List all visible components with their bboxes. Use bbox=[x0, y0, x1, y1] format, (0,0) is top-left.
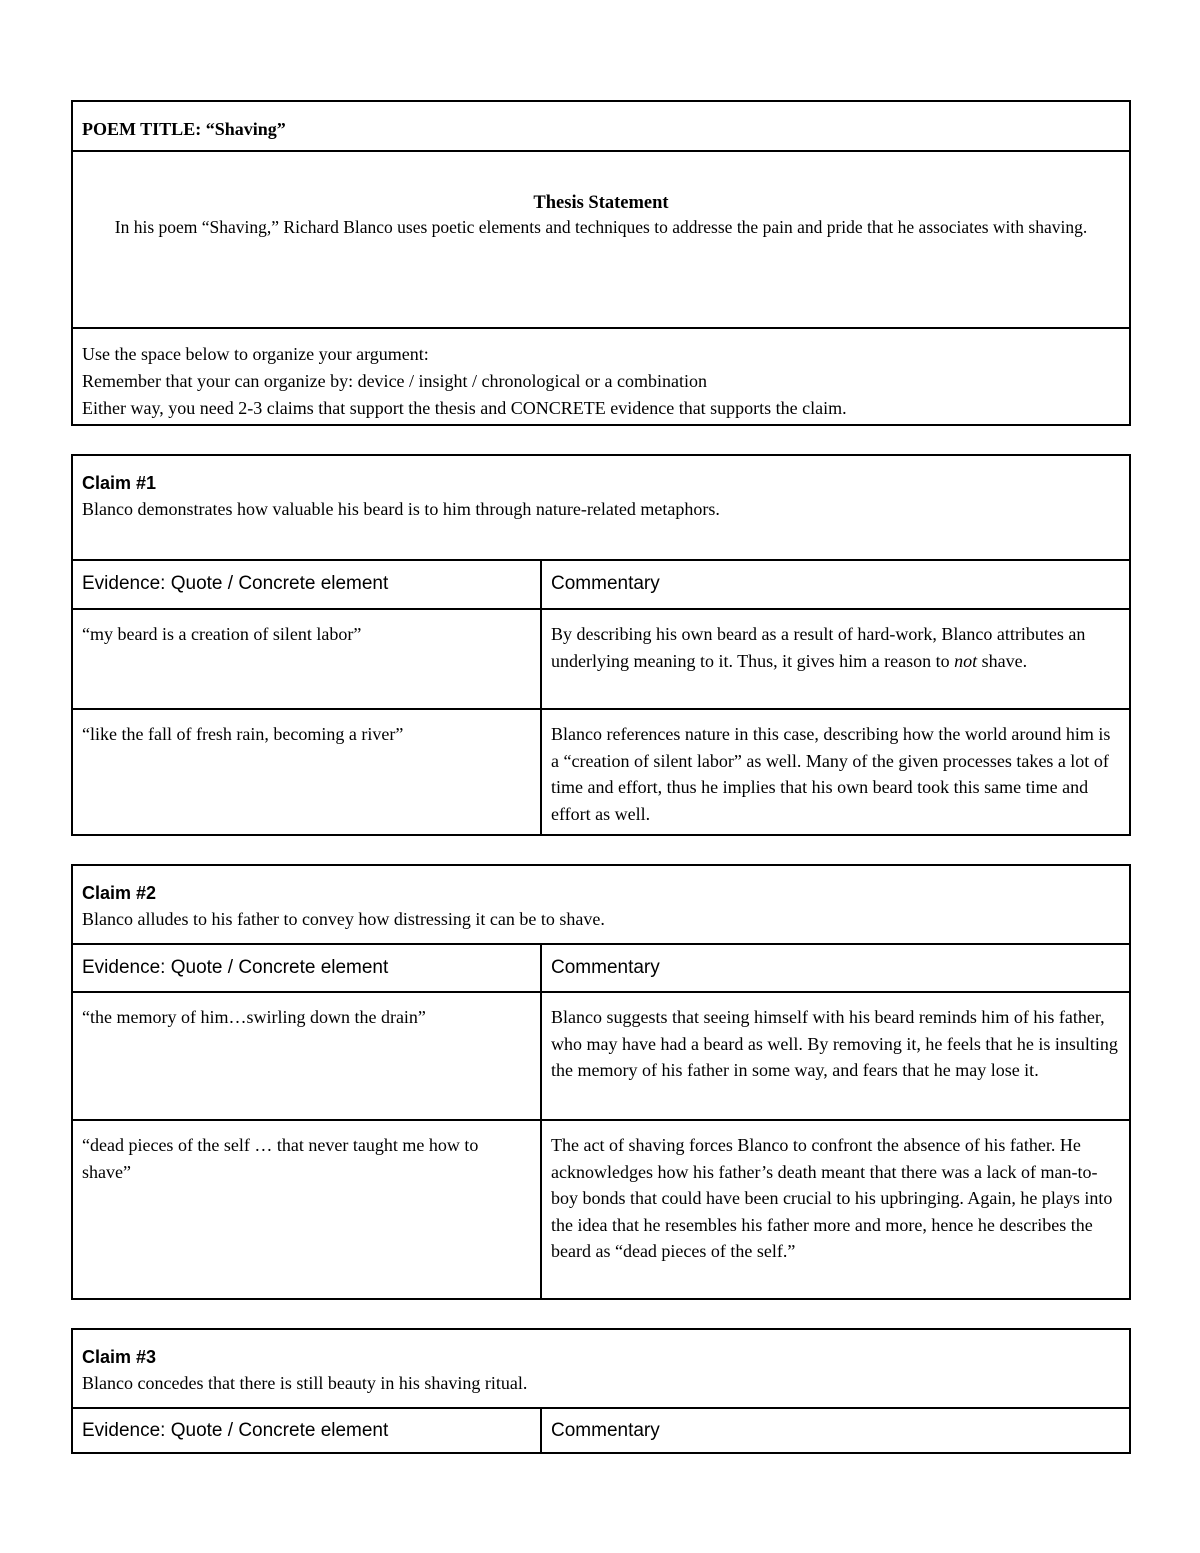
commentary-text: shave. bbox=[977, 650, 1028, 671]
claim-2-table bbox=[71, 864, 1131, 1300]
header-table bbox=[71, 100, 1131, 426]
claim-3-table bbox=[71, 1328, 1131, 1454]
instruction-line: Remember that your can organize by: device / insight / chronological or a combination bbox=[82, 371, 707, 391]
table-row bbox=[73, 708, 1129, 834]
commentary-cell bbox=[542, 610, 1129, 708]
evidence-cell: “the memory of him…swirling down the drain” bbox=[73, 993, 542, 1119]
instruction-line: Use the space below to organize your argument: bbox=[82, 344, 429, 364]
commentary-cell: Blanco suggests that seeing himself with his beard reminds him of his father, who may have had a beard as well. By removing it, he feels that he is insulting the memory of his father in some way, and fears that he may lose it. bbox=[551, 1007, 1118, 1080]
claim-3-column-headers bbox=[73, 1407, 1129, 1452]
evidence-cell: “my beard is a creation of silent labor” bbox=[73, 610, 542, 708]
claim-1-column-headers bbox=[73, 559, 1129, 608]
claim-1-table bbox=[71, 454, 1131, 836]
evidence-header: Evidence: Quote / Concrete element bbox=[73, 561, 542, 608]
table-row bbox=[73, 608, 1129, 708]
claim-1-header bbox=[73, 456, 1129, 559]
commentary-header: Commentary bbox=[551, 957, 660, 978]
claim-1-text: Blanco demonstrates how valuable his beard is to him through nature-related metaphors. bbox=[82, 499, 720, 519]
claim-1-title: Claim #1 bbox=[82, 473, 157, 493]
commentary-text: By describing his own beard as a result of hard-work, Blanco attributes an underlying meaning to it. Thus, it gives him a reason to bbox=[551, 624, 1086, 671]
evidence-cell: “like the fall of fresh rain, becoming a river” bbox=[73, 710, 542, 834]
instruction-line: Either way, you need 2-3 claims that support the thesis and CONCRETE evidence that supports the claim. bbox=[82, 398, 847, 418]
poem-title-row bbox=[73, 102, 1129, 150]
claim-2-title: Claim #2 bbox=[82, 883, 157, 903]
claim-2-text: Blanco alludes to his father to convey how distressing it can be to shave. bbox=[82, 909, 605, 929]
claim-3-text: Blanco concedes that there is still beauty in his shaving ritual. bbox=[82, 1373, 528, 1393]
claim-3-header bbox=[73, 1330, 1129, 1407]
claim-2-column-headers bbox=[73, 943, 1129, 991]
claim-3-title: Claim #3 bbox=[82, 1347, 157, 1367]
claim-2-header bbox=[73, 866, 1129, 943]
table-row bbox=[73, 1119, 1129, 1298]
commentary-emphasis: not bbox=[954, 650, 978, 671]
table-row bbox=[73, 991, 1129, 1119]
thesis-heading: Thesis Statement bbox=[533, 193, 669, 213]
commentary-header: Commentary bbox=[551, 1420, 660, 1441]
poem-title: POEM TITLE: “Shaving” bbox=[82, 119, 286, 139]
evidence-cell: “dead pieces of the self … that never taught me how to shave” bbox=[73, 1121, 542, 1298]
evidence-header: Evidence: Quote / Concrete element bbox=[73, 945, 542, 991]
commentary-cell: Blanco references nature in this case, describing how the world around him is a “creation of silent labor” as well. Many of the given processes takes a lot of time and effort, thus he implies that his own beard took this same time and effort as well. bbox=[551, 724, 1111, 824]
commentary-cell: The act of shaving forces Blanco to confront the absence of his father. He acknowledges how his father’s death meant that there was a lack of man-to-boy bonds that could have been crucial to his upbringing. Again, he plays into the idea that he resembles his father more and more, hence he describes the beard as “dead pieces of the self.” bbox=[551, 1135, 1113, 1261]
commentary-header: Commentary bbox=[551, 573, 660, 594]
instructions-row bbox=[73, 327, 1129, 422]
thesis-row bbox=[73, 150, 1129, 327]
evidence-header: Evidence: Quote / Concrete element bbox=[73, 1409, 542, 1452]
thesis-text: In his poem “Shaving,” Richard Blanco uses poetic elements and techniques to addresse the pain and pride that he associates with shaving. bbox=[114, 217, 1088, 237]
